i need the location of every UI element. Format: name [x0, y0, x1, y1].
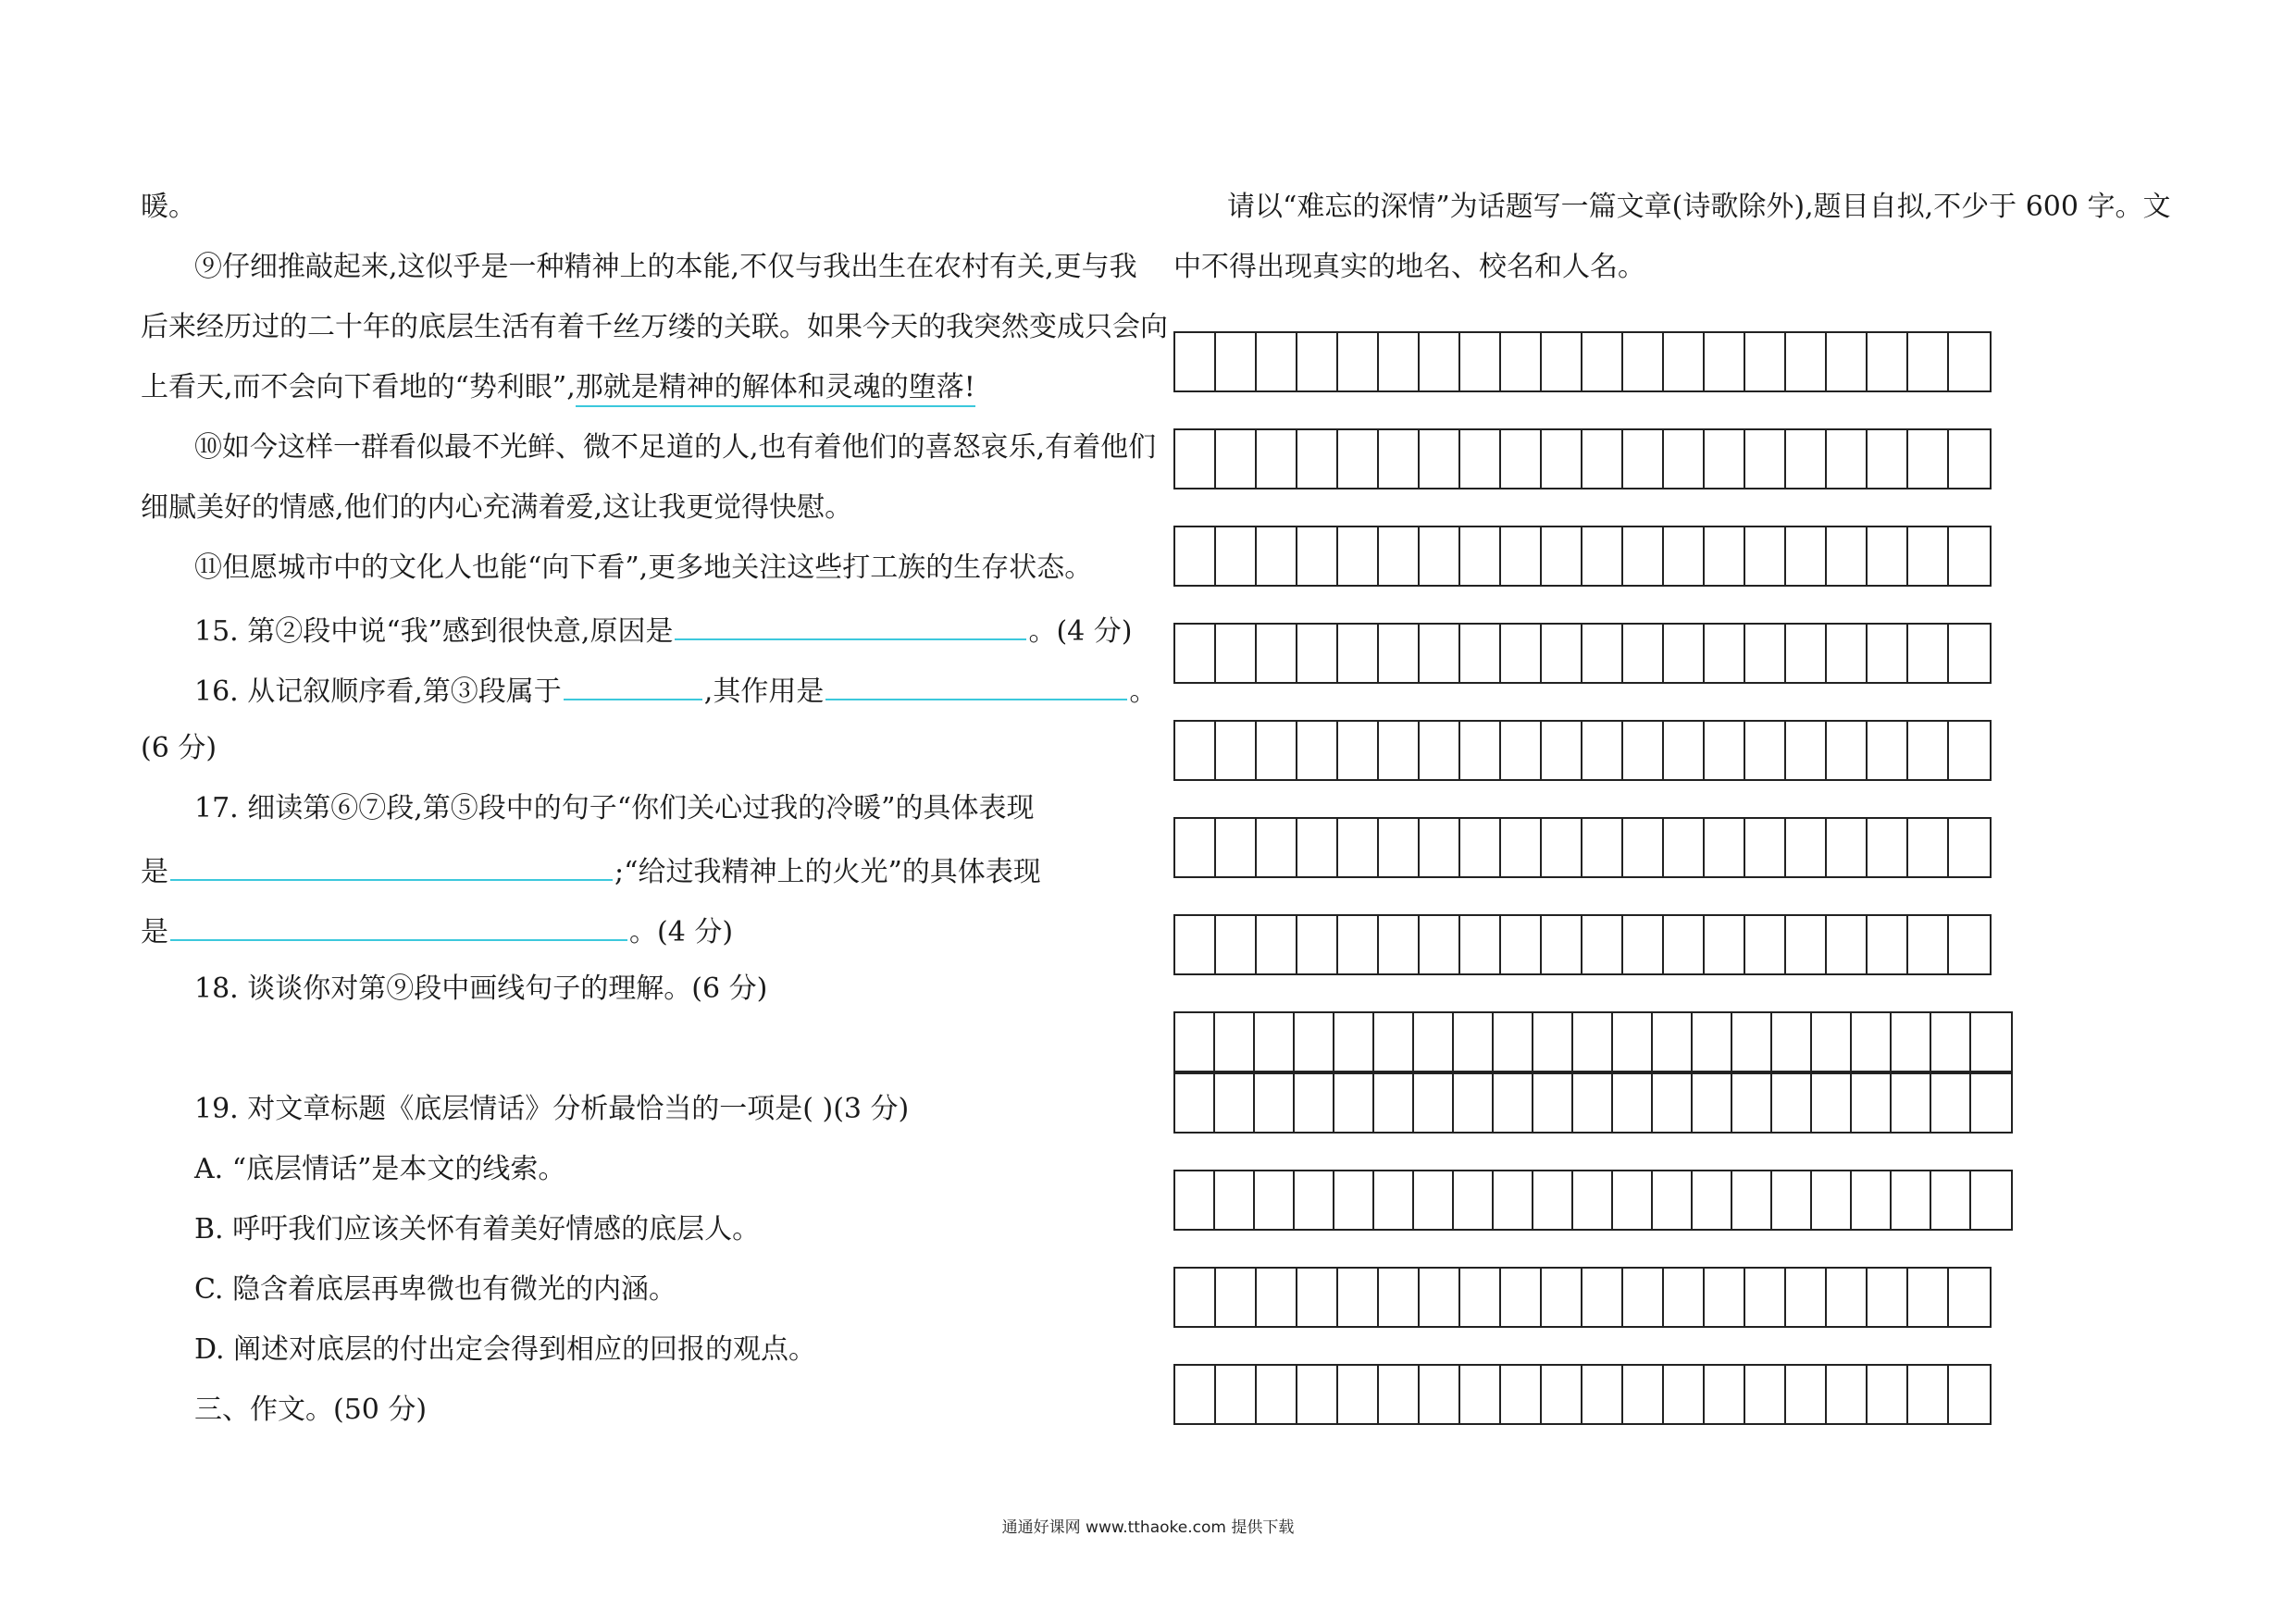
essay-prompt-line2: 中不得出现真实的地名、校名和人名。 [1173, 251, 1645, 283]
grid-cell[interactable] [1494, 1013, 1533, 1071]
grid-cell[interactable] [1379, 916, 1420, 973]
question-16 [194, 671, 1157, 710]
grid-cell[interactable] [1868, 1269, 1908, 1326]
grid-cell[interactable] [1949, 722, 1990, 779]
grid-cell[interactable] [1454, 1074, 1494, 1132]
grid-cell[interactable] [1908, 333, 1949, 390]
grid-cell[interactable] [1949, 819, 1990, 876]
grid-cell[interactable] [1868, 527, 1908, 585]
grid-cell[interactable] [1215, 1171, 1255, 1229]
grid-row [1173, 1170, 2013, 1231]
grid-cell[interactable] [1623, 819, 1664, 876]
grid-cell[interactable] [1338, 527, 1379, 585]
grid-cell[interactable] [1374, 1074, 1414, 1132]
grid-cell[interactable] [1542, 916, 1582, 973]
grid-cell[interactable] [1786, 430, 1827, 488]
grid-cell[interactable] [1334, 1013, 1374, 1071]
grid-cell[interactable] [1949, 333, 1990, 390]
grid-cell[interactable] [1664, 430, 1705, 488]
answer-blank-17b[interactable] [170, 911, 627, 941]
grid-cell[interactable] [1501, 527, 1542, 585]
grid-cell[interactable] [1255, 1074, 1295, 1132]
grid-cell[interactable] [1460, 722, 1501, 779]
grid-cell[interactable] [1949, 527, 1990, 585]
grid-cell[interactable] [1542, 722, 1582, 779]
grid-cell[interactable] [1257, 333, 1297, 390]
grid-cell[interactable] [1334, 1171, 1374, 1229]
grid-cell[interactable] [1653, 1074, 1693, 1132]
grid-row [1173, 623, 1992, 684]
grid-cell[interactable] [1420, 333, 1460, 390]
grid-row [1173, 720, 1992, 781]
grid-cell[interactable] [1460, 430, 1501, 488]
grid-cell[interactable] [1460, 527, 1501, 585]
answer-blank-16a[interactable] [564, 671, 702, 700]
question-17-mid: ;“给过我精神上的火光”的具体表现 [614, 856, 1041, 888]
question-17-shi1: 是 [141, 856, 168, 888]
grid-cell[interactable] [1460, 333, 1501, 390]
grid-cell[interactable] [1420, 527, 1460, 585]
grid-cell[interactable] [1971, 1171, 2011, 1229]
grid-cell[interactable] [1827, 819, 1868, 876]
grid-cell[interactable] [1623, 333, 1664, 390]
grid-cell[interactable] [1338, 430, 1379, 488]
grid-cell[interactable] [1216, 430, 1257, 488]
grid-cell[interactable] [1295, 1074, 1334, 1132]
grid-row [1173, 331, 1992, 392]
grid-cell[interactable] [1745, 916, 1786, 973]
grid-cell[interactable] [1175, 916, 1216, 973]
grid-cell[interactable] [1582, 625, 1623, 682]
grid-cell[interactable] [1215, 1013, 1255, 1071]
grid-cell[interactable] [1175, 1171, 1215, 1229]
grid-cell[interactable] [1613, 1074, 1653, 1132]
grid-cell[interactable] [1257, 819, 1297, 876]
grid-cell[interactable] [1297, 333, 1338, 390]
grid-cell[interactable] [1460, 625, 1501, 682]
grid-cell[interactable] [1623, 527, 1664, 585]
grid-cell[interactable] [1297, 527, 1338, 585]
grid-cell[interactable] [1812, 1013, 1852, 1071]
grid-cell[interactable] [1949, 1366, 1990, 1423]
grid-cell[interactable] [1705, 430, 1745, 488]
grid-cell[interactable] [1664, 333, 1705, 390]
section-3-heading: 三、作文。(50 分) [194, 1394, 428, 1426]
grid-cell[interactable] [1175, 430, 1216, 488]
grid-cell[interactable] [1460, 819, 1501, 876]
grid-cell[interactable] [1257, 916, 1297, 973]
grid-cell[interactable] [1745, 1269, 1786, 1326]
grid-cell[interactable] [1175, 1366, 1216, 1423]
grid-cell[interactable] [1931, 1074, 1971, 1132]
grid-cell[interactable] [1582, 916, 1623, 973]
paragraph-9-text: 上看天,而不会向下看地的“势利眼”, [141, 371, 576, 403]
question-16-text: 16. 从记叙顺序看,第③段属于 [194, 675, 562, 708]
grid-cell[interactable] [1745, 527, 1786, 585]
grid-cell[interactable] [1494, 1171, 1533, 1229]
grid-cell[interactable] [1216, 625, 1257, 682]
grid-cell[interactable] [1908, 1269, 1949, 1326]
grid-cell[interactable] [1868, 819, 1908, 876]
question-18: 18. 谈谈你对第⑨段中画线句子的理解。(6 分) [194, 973, 768, 1005]
grid-cell[interactable] [1542, 819, 1582, 876]
grid-cell[interactable] [1908, 819, 1949, 876]
grid-cell[interactable] [1533, 1074, 1573, 1132]
grid-cell[interactable] [1772, 1013, 1812, 1071]
grid-cell[interactable] [1175, 1074, 1215, 1132]
grid-row [1173, 526, 1992, 587]
grid-cell[interactable] [1542, 1269, 1582, 1326]
grid-cell[interactable] [1827, 722, 1868, 779]
grid-cell[interactable] [1257, 1366, 1297, 1423]
grid-cell[interactable] [1868, 916, 1908, 973]
grid-cell[interactable] [1379, 1366, 1420, 1423]
grid-cell[interactable] [1613, 1013, 1653, 1071]
grid-cell[interactable] [1175, 527, 1216, 585]
grid-cell[interactable] [1732, 1074, 1772, 1132]
grid-cell[interactable] [1379, 819, 1420, 876]
grid-cell[interactable] [1786, 722, 1827, 779]
grid-cell[interactable] [1827, 916, 1868, 973]
grid-cell[interactable] [1257, 527, 1297, 585]
grid-row [1173, 914, 1992, 975]
grid-cell[interactable] [1852, 1013, 1892, 1071]
grid-cell[interactable] [1745, 333, 1786, 390]
grid-cell[interactable] [1786, 1269, 1827, 1326]
grid-cell[interactable] [1908, 625, 1949, 682]
grid-cell[interactable] [1931, 1171, 1971, 1229]
grid-cell[interactable] [1892, 1013, 1931, 1071]
grid-cell[interactable] [1705, 527, 1745, 585]
grid-cell[interactable] [1501, 1269, 1542, 1326]
grid-cell[interactable] [1379, 625, 1420, 682]
grid-cell[interactable] [1664, 527, 1705, 585]
grid-cell[interactable] [1175, 333, 1216, 390]
grid-cell[interactable] [1216, 1269, 1257, 1326]
paragraph-8-end: 暖。 [141, 191, 196, 223]
question-16-end: 。 [1129, 675, 1158, 708]
grid-cell[interactable] [1745, 722, 1786, 779]
grid-cell[interactable] [1175, 1269, 1216, 1326]
grid-cell[interactable] [1868, 1366, 1908, 1423]
grid-cell[interactable] [1786, 916, 1827, 973]
grid-cell[interactable] [1705, 333, 1745, 390]
grid-cell[interactable] [1460, 1269, 1501, 1326]
grid-row [1173, 1072, 2013, 1134]
grid-cell[interactable] [1745, 819, 1786, 876]
grid-cell[interactable] [1868, 722, 1908, 779]
grid-cell[interactable] [1501, 819, 1542, 876]
grid-cell[interactable] [1379, 527, 1420, 585]
grid-cell[interactable] [1827, 1269, 1868, 1326]
grid-cell[interactable] [1420, 1269, 1460, 1326]
grid-cell[interactable] [1613, 1171, 1653, 1229]
grid-cell[interactable] [1827, 1366, 1868, 1423]
grid-cell[interactable] [1175, 625, 1216, 682]
grid-cell[interactable] [1374, 1171, 1414, 1229]
grid-row [1173, 1011, 2013, 1072]
grid-cell[interactable] [1745, 1366, 1786, 1423]
grid-cell[interactable] [1582, 527, 1623, 585]
grid-cell[interactable] [1420, 625, 1460, 682]
grid-cell[interactable] [1542, 527, 1582, 585]
grid-cell[interactable] [1827, 430, 1868, 488]
grid-cell[interactable] [1338, 1366, 1379, 1423]
question-17-line1: 17. 细读第⑥⑦段,第⑤段中的句子“你们关心过我的冷暖”的具体表现 [194, 792, 1035, 824]
grid-cell[interactable] [1705, 1366, 1745, 1423]
grid-cell[interactable] [1705, 916, 1745, 973]
grid-cell[interactable] [1852, 1171, 1892, 1229]
grid-cell[interactable] [1297, 430, 1338, 488]
grid-cell[interactable] [1664, 722, 1705, 779]
grid-cell[interactable] [1374, 1013, 1414, 1071]
grid-cell[interactable] [1216, 819, 1257, 876]
grid-cell[interactable] [1745, 430, 1786, 488]
grid-cell[interactable] [1297, 722, 1338, 779]
grid-cell[interactable] [1582, 1366, 1623, 1423]
grid-cell[interactable] [1623, 916, 1664, 973]
grid-cell[interactable] [1338, 722, 1379, 779]
grid-cell[interactable] [1693, 1074, 1732, 1132]
grid-cell[interactable] [1255, 1171, 1295, 1229]
grid-cell[interactable] [1420, 722, 1460, 779]
grid-cell[interactable] [1705, 819, 1745, 876]
grid-cell[interactable] [1501, 916, 1542, 973]
question-19: 19. 对文章标题《底层情话》分析最恰当的一项是( )(3 分) [194, 1093, 910, 1125]
grid-cell[interactable] [1420, 430, 1460, 488]
grid-cell[interactable] [1664, 625, 1705, 682]
grid-cell[interactable] [1786, 333, 1827, 390]
grid-cell[interactable] [1852, 1074, 1892, 1132]
answer-blank-17a[interactable] [170, 851, 613, 881]
grid-cell[interactable] [1949, 430, 1990, 488]
underlined-sentence: 那就是精神的解体和灵魂的堕落! [576, 371, 975, 407]
grid-cell[interactable] [1420, 819, 1460, 876]
grid-cell[interactable] [1338, 916, 1379, 973]
grid-cell[interactable] [1454, 1171, 1494, 1229]
paragraph-10-line1: ⑩如今这样一群看似最不光鲜、微不足道的人,也有着他们的喜怒哀乐,有着他们 [194, 431, 1157, 464]
grid-cell[interactable] [1908, 916, 1949, 973]
grid-cell[interactable] [1664, 819, 1705, 876]
grid-cell[interactable] [1786, 1366, 1827, 1423]
grid-cell[interactable] [1257, 722, 1297, 779]
question-17-shi2: 是 [141, 916, 168, 948]
grid-cell[interactable] [1582, 333, 1623, 390]
grid-row [1173, 1267, 1992, 1328]
question-17-line3 [141, 911, 733, 950]
option-a: A. “底层情话”是本文的线索。 [194, 1153, 566, 1185]
grid-cell[interactable] [1949, 916, 1990, 973]
paragraph-11: ⑪但愿城市中的文化人也能“向下看”,更多地关注这些打工族的生存状态。 [194, 551, 1093, 584]
grid-cell[interactable] [1175, 1013, 1215, 1071]
grid-row [1173, 428, 1992, 489]
answer-blank-15[interactable] [675, 611, 1026, 640]
grid-cell[interactable] [1542, 1366, 1582, 1423]
grid-cell[interactable] [1623, 625, 1664, 682]
grid-cell[interactable] [1338, 1269, 1379, 1326]
essay-prompt-line1: 请以“难忘的深情”为话题写一篇文章(诗歌除外),题目自拟,不少于 600 字。文 [1227, 191, 2171, 223]
grid-cell[interactable] [1892, 1074, 1931, 1132]
grid-cell[interactable] [1827, 333, 1868, 390]
grid-cell[interactable] [1582, 819, 1623, 876]
answer-blank-16b[interactable] [825, 671, 1127, 700]
paragraph-9-line3 [141, 370, 975, 405]
grid-cell[interactable] [1732, 1013, 1772, 1071]
grid-cell[interactable] [1732, 1171, 1772, 1229]
grid-cell[interactable] [1414, 1171, 1454, 1229]
option-c: C. 隐含着底层再卑微也有微光的内涵。 [194, 1273, 676, 1306]
grid-cell[interactable] [1175, 819, 1216, 876]
grid-cell[interactable] [1494, 1074, 1533, 1132]
grid-cell[interactable] [1892, 1171, 1931, 1229]
grid-cell[interactable] [1501, 625, 1542, 682]
grid-cell[interactable] [1257, 430, 1297, 488]
grid-cell[interactable] [1338, 333, 1379, 390]
grid-cell[interactable] [1971, 1013, 2011, 1071]
grid-cell[interactable] [1664, 1269, 1705, 1326]
grid-cell[interactable] [1971, 1074, 2011, 1132]
grid-cell[interactable] [1338, 625, 1379, 682]
grid-cell[interactable] [1414, 1074, 1454, 1132]
grid-cell[interactable] [1772, 1074, 1812, 1132]
grid-cell[interactable] [1379, 1269, 1420, 1326]
grid-cell[interactable] [1931, 1013, 1971, 1071]
grid-cell[interactable] [1623, 1366, 1664, 1423]
grid-cell[interactable] [1420, 1366, 1460, 1423]
grid-cell[interactable] [1705, 625, 1745, 682]
option-d: D. 阐述对底层的付出定会得到相应的回报的观点。 [194, 1333, 817, 1366]
grid-cell[interactable] [1908, 430, 1949, 488]
grid-cell[interactable] [1786, 819, 1827, 876]
grid-cell[interactable] [1297, 819, 1338, 876]
grid-cell[interactable] [1705, 1269, 1745, 1326]
grid-cell[interactable] [1533, 1013, 1573, 1071]
grid-cell[interactable] [1295, 1013, 1334, 1071]
grid-cell[interactable] [1542, 430, 1582, 488]
question-15-text: 15. 第②段中说“我”感到很快意,原因是 [194, 615, 674, 648]
option-b: B. 呼吁我们应该关怀有着美好情感的底层人。 [194, 1213, 761, 1245]
question-17-line2 [141, 851, 1041, 890]
question-15 [194, 611, 1133, 650]
grid-cell[interactable] [1868, 625, 1908, 682]
grid-cell[interactable] [1216, 916, 1257, 973]
grid-cell[interactable] [1297, 1269, 1338, 1326]
question-17-score: 。(4 分) [629, 916, 734, 948]
grid-cell[interactable] [1216, 722, 1257, 779]
grid-cell[interactable] [1573, 1074, 1613, 1132]
grid-cell[interactable] [1786, 625, 1827, 682]
question-16-mid: ,其作用是 [703, 675, 825, 708]
grid-cell[interactable] [1501, 1366, 1542, 1423]
grid-cell[interactable] [1693, 1013, 1732, 1071]
grid-cell[interactable] [1257, 1269, 1297, 1326]
grid-cell[interactable] [1460, 916, 1501, 973]
grid-cell[interactable] [1216, 333, 1257, 390]
grid-cell[interactable] [1533, 1171, 1573, 1229]
grid-cell[interactable] [1460, 1366, 1501, 1423]
grid-cell[interactable] [1542, 333, 1582, 390]
grid-row [1173, 1364, 1992, 1425]
grid-cell[interactable] [1582, 1269, 1623, 1326]
grid-cell[interactable] [1705, 722, 1745, 779]
grid-cell[interactable] [1501, 430, 1542, 488]
grid-cell[interactable] [1786, 527, 1827, 585]
paragraph-9-line1: ⑨仔细推敲起来,这似乎是一种精神上的本能,不仅与我出生在农村有关,更与我 [194, 251, 1137, 283]
grid-cell[interactable] [1297, 1366, 1338, 1423]
question-15-score: 。(4 分) [1028, 615, 1133, 648]
grid-cell[interactable] [1334, 1074, 1374, 1132]
grid-cell[interactable] [1454, 1013, 1494, 1071]
grid-cell[interactable] [1338, 819, 1379, 876]
paragraph-9-line2: 后来经历过的二十年的底层生活有着千丝万缕的关联。如果今天的我突然变成只会向 [141, 311, 1168, 343]
grid-cell[interactable] [1868, 430, 1908, 488]
footer-source: 通通好课网 www.tthaoke.com 提供下载 [1001, 1518, 1295, 1537]
grid-cell[interactable] [1255, 1013, 1295, 1071]
question-16-score: (6 分) [141, 732, 217, 764]
grid-cell[interactable] [1908, 1366, 1949, 1423]
grid-cell[interactable] [1908, 527, 1949, 585]
grid-cell[interactable] [1379, 722, 1420, 779]
grid-cell[interactable] [1623, 1269, 1664, 1326]
grid-cell[interactable] [1379, 430, 1420, 488]
grid-cell[interactable] [1949, 625, 1990, 682]
grid-cell[interactable] [1297, 625, 1338, 682]
grid-cell[interactable] [1653, 1013, 1693, 1071]
grid-cell[interactable] [1827, 625, 1868, 682]
grid-cell[interactable] [1379, 333, 1420, 390]
grid-cell[interactable] [1745, 625, 1786, 682]
grid-cell[interactable] [1175, 722, 1216, 779]
grid-cell[interactable] [1295, 1171, 1334, 1229]
grid-cell[interactable] [1215, 1074, 1255, 1132]
grid-cell[interactable] [1573, 1171, 1613, 1229]
grid-cell[interactable] [1812, 1171, 1852, 1229]
grid-cell[interactable] [1908, 722, 1949, 779]
grid-cell[interactable] [1812, 1074, 1852, 1132]
grid-cell[interactable] [1582, 430, 1623, 488]
grid-cell[interactable] [1653, 1171, 1693, 1229]
grid-cell[interactable] [1827, 527, 1868, 585]
grid-cell[interactable] [1573, 1013, 1613, 1071]
grid-cell[interactable] [1216, 527, 1257, 585]
grid-cell[interactable] [1542, 625, 1582, 682]
grid-cell[interactable] [1257, 625, 1297, 682]
grid-cell[interactable] [1216, 1366, 1257, 1423]
grid-cell[interactable] [1623, 430, 1664, 488]
grid-cell[interactable] [1623, 722, 1664, 779]
grid-cell[interactable] [1693, 1171, 1732, 1229]
grid-cell[interactable] [1297, 916, 1338, 973]
grid-cell[interactable] [1414, 1013, 1454, 1071]
grid-cell[interactable] [1772, 1171, 1812, 1229]
grid-cell[interactable] [1868, 333, 1908, 390]
grid-cell[interactable] [1501, 333, 1542, 390]
grid-row [1173, 817, 1992, 878]
grid-cell[interactable] [1949, 1269, 1990, 1326]
grid-cell[interactable] [1664, 1366, 1705, 1423]
grid-cell[interactable] [1420, 916, 1460, 973]
grid-cell[interactable] [1582, 722, 1623, 779]
paragraph-10-line2: 细腻美好的情感,他们的内心充满着爱,这让我更觉得快慰。 [141, 491, 853, 524]
grid-cell[interactable] [1664, 916, 1705, 973]
grid-cell[interactable] [1501, 722, 1542, 779]
